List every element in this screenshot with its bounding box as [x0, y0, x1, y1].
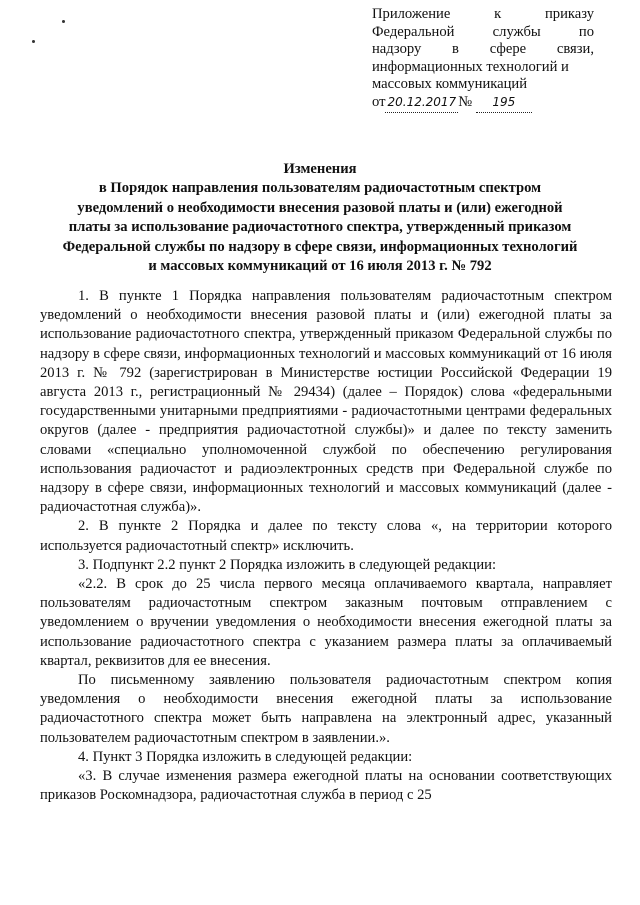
appendix-line: надзору в сфере связи,: [372, 41, 594, 58]
title-line: уведомлений о необходимости внесения разовой платы и (или) ежегодной: [77, 199, 563, 216]
document-title: [40, 160, 600, 276]
paragraph: 1. В пункте 1 Порядка направления пользователям радиочастотным спектром уведомлений о необходимости внесения разовой платы и (или) ежегодной платы за использование радиочастотного спектра, утвержденный приказом Федеральной службы по надзору в сфере связи, информационных технологий и массовых коммуникаций от 16 июля 2013 г. № 792 (зарегистрирован в Министерстве юстиции Российской Федерации 19 августа 2013 г., регистрационный № 29434) (далее – Порядок) слова «федеральными государственными унитарными предприятиями - радиочастотными центрами федеральных округов (далее - предприятия радиочастотной службы)» и далее по тексту заменить словами «специально уполномоченной службой по обеспечению регулирования использования радиочастот и радиоэлектронных средств при Федеральной службе по надзору в сфере связи, информационных технологий и массовых коммуникаций (далее - радиочастотная служба)».: [40, 288, 612, 516]
paragraph: «3. В случае изменения размера ежегодной платы на основании соответствующих приказов Роскомнадзора, радиочастотная служба в период с 25: [40, 768, 612, 804]
scan-speck: [32, 40, 35, 43]
handwritten-date: 20.12.2017: [385, 94, 458, 113]
paragraph: 3. Подпункт 2.2 пункт 2 Порядка изложить в следующей редакции:: [78, 556, 497, 573]
paragraph: 2. В пункте 2 Порядка и далее по тексту слова «, на территории которого используется радиочастотный спектр» исключить.: [40, 518, 612, 554]
date-prefix: от: [372, 93, 386, 110]
document-body: [40, 287, 612, 805]
paragraph: «2.2. В срок до 25 числа первого месяца оплачиваемого квартала, направляет пользователям радиочастотным спектром заказным почтовым отправлением с уведомлением о вручении уведомления о необходимости внесения ежегодной платы за использование радиочастотного спектра с указанием размера платы за оплачиваемый квартал, реквизитов для ее внесения.: [40, 576, 612, 669]
title-line: платы за использование радиочастотного спектра, утвержденный приказом: [68, 219, 572, 236]
scan-speck: [62, 20, 65, 23]
paragraph: 4. Пункт 3 Порядка изложить в следующей редакции:: [78, 748, 413, 765]
appendix-header: [372, 6, 594, 113]
title-line: Изменения: [283, 161, 357, 177]
paragraph: По письменному заявлению пользователя радиочастотным спектром копия уведомления о необходимости внесения ежегодной платы за использование радиочастотного спектра может быть направлена на электронный адрес, указанный пользователем радиочастотным спектром в заявлении.».: [40, 672, 612, 746]
appendix-date-line: [372, 94, 594, 113]
title-line: в Порядок направления пользователям радиочастотным спектром: [98, 180, 542, 197]
title-line: Федеральной службы по надзору в сфере связи, информационных технологий: [62, 238, 578, 255]
handwritten-number: 195: [476, 94, 532, 113]
appendix-line: Приложение к приказу: [372, 6, 594, 22]
appendix-line: информационных технологий и: [372, 58, 569, 75]
appendix-line: Федеральной службы по: [372, 23, 594, 40]
title-line: и массовых коммуникаций от 16 июля 2013 г. № 792: [148, 258, 492, 275]
appendix-line: массовых коммуникаций: [372, 76, 528, 93]
number-sign: №: [458, 93, 473, 110]
